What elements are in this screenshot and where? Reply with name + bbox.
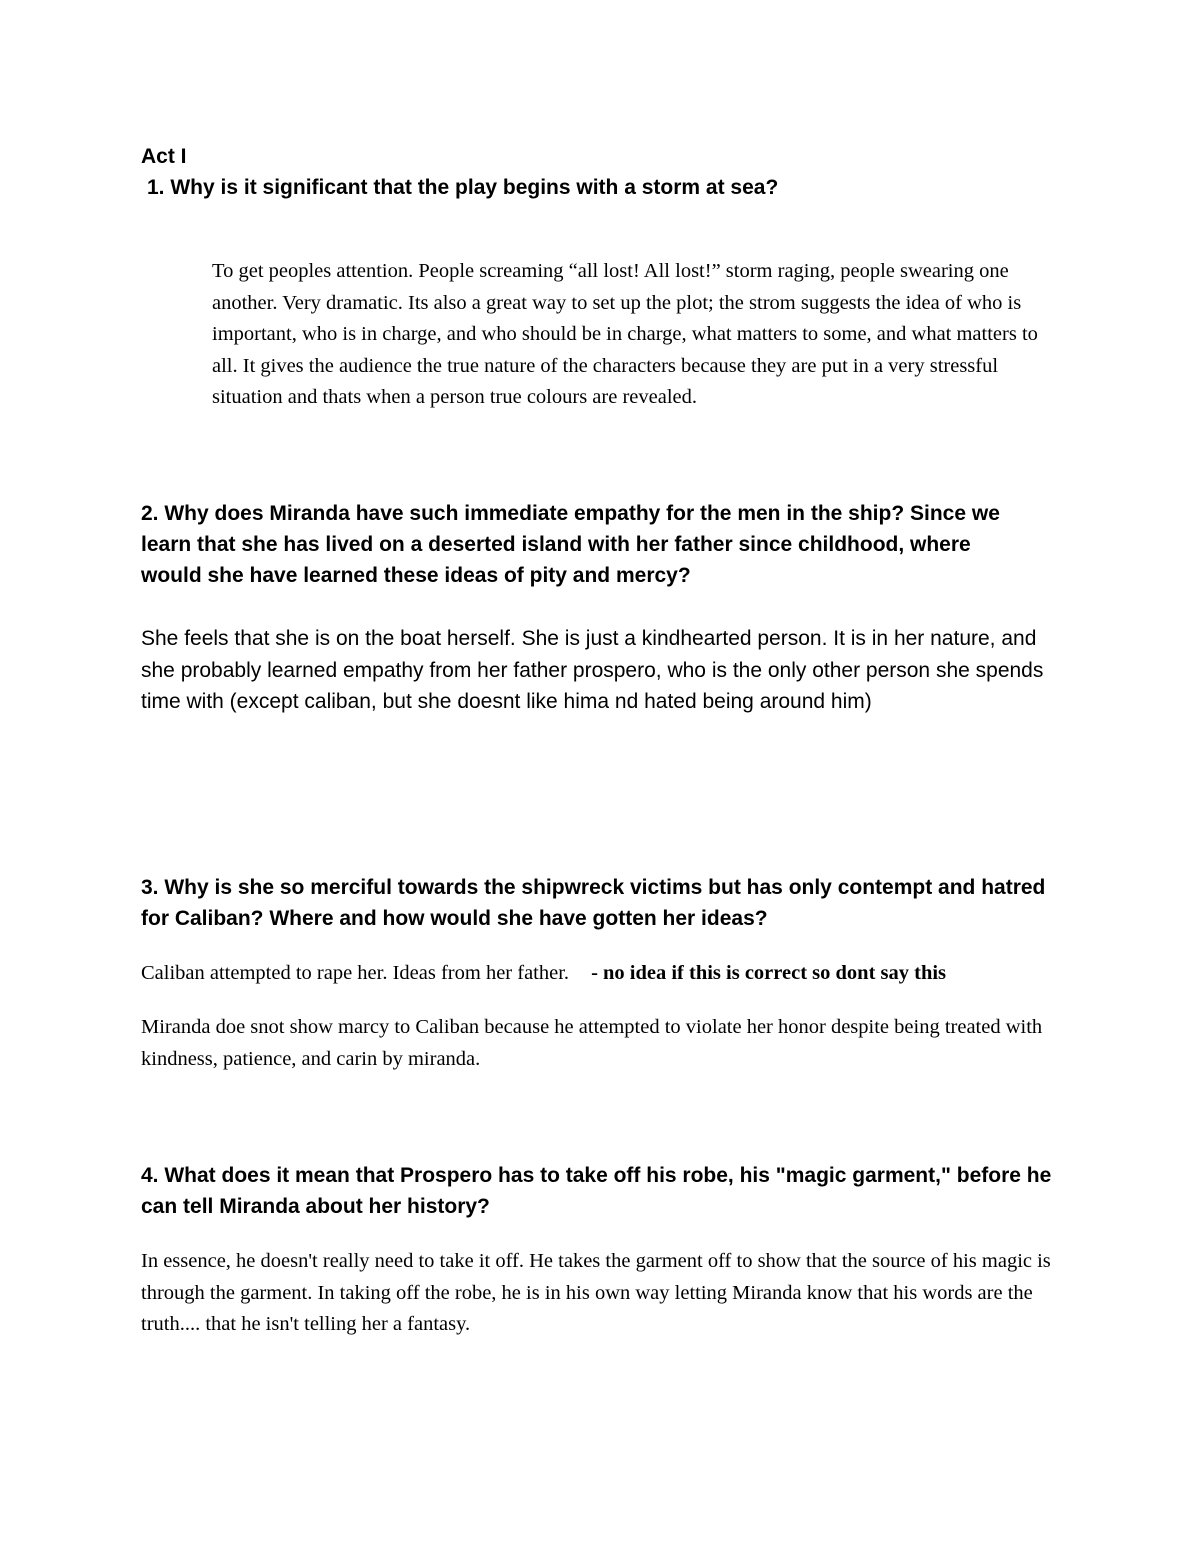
answer-3a: Caliban attempted to rape her. Ideas from her father.: [141, 962, 570, 984]
question-3: 3. Why is she so merciful towards the shipwreck victims but has only contempt and hatred for Caliban? Where and how would she have gotten her ideas?: [141, 876, 1046, 930]
answer-4: In essence, he doesn't really need to take it off. He takes the garment off to show that the source of his magic is through the garment. In taking off the robe, he is in his own way letting Miranda know that his words are the truth.... that he isn't telling her a fantasy.: [141, 1250, 1051, 1335]
act-title: Act I: [141, 145, 187, 168]
question-2: 2. Why does Miranda have such immediate empathy for the men in the ship? Since we learn that she has lived on a deserted island with her father since childhood, where would she have learned these ideas of pity and mercy?: [141, 502, 1000, 587]
answer-3b: Miranda doe snot show marcy to Caliban because he attempted to violate her honor despite being treated with kindness, patience, and carin by miranda.: [141, 1016, 1043, 1070]
question-1: 1. Why is it significant that the play begins with a storm at sea?: [147, 176, 779, 199]
uncertainty-note: - no idea if this is correct so dont say this: [591, 962, 947, 984]
answer-1: To get peoples attention. People screaming “all lost! All lost!” storm raging, people swearing one another. Very dramatic. Its also a great way to set up the plot; the strom suggests the idea of who is important, who is in charge, and who should be in charge, what matters to some, and what matters to all. It gives the audience the true nature of the characters because they are put in a very stressful situation and thats when a person true colours are revealed.: [212, 260, 1038, 408]
answer-3a-line: [141, 958, 1141, 990]
question-4: 4. What does it mean that Prospero has to take off his robe, his "magic garment," before he can tell Miranda about her history?: [141, 1164, 1052, 1218]
answer-2: She feels that she is on the boat herself. She is just a kindhearted person. It is in her nature, and she probably learned empathy from her father prospero, who is the only other person she spends time with (except caliban, but she doesnt like hima nd hated being around him): [141, 627, 1044, 713]
